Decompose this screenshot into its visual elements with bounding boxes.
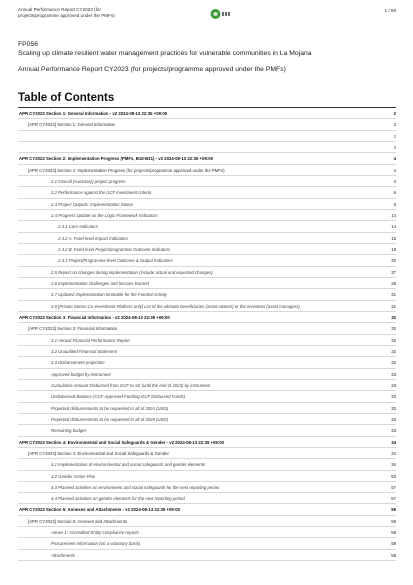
toc-entry-label[interactable]: [APR CY2023] Section 2: Implementation Progress (for projects/programme approved under the PMFs) xyxy=(28,167,225,173)
toc-entry[interactable] xyxy=(18,471,396,482)
toc-entry-page-number: 15 xyxy=(391,235,396,241)
toc-entry[interactable] xyxy=(18,199,396,210)
toc-entry-page-number: 18 xyxy=(391,246,396,252)
toc-entry[interactable] xyxy=(18,527,396,538)
toc-entry-page-number: 6 xyxy=(393,201,396,207)
toc-entry-label[interactable]: 2.6 Implementation challenges and lessons learned xyxy=(51,280,149,286)
toc-entry-label[interactable]: 4.1 Implementation of environmental and social safeguards and gender elements xyxy=(51,462,206,468)
toc-entry-label[interactable]: [APR CY2023] Section 1: General Information xyxy=(28,122,116,128)
toc-entry-label[interactable]: 2.4.2 A. Fund-level Impact Indicators xyxy=(58,235,128,241)
toc-entry-page-number: 59 xyxy=(391,541,396,547)
toc-entry-label[interactable]: 2.4.3 Project/Programme-level Outcome & Output Indicators xyxy=(58,258,173,264)
toc-entry-label[interactable]: 2.3 Project Outputs: Implementation Status xyxy=(51,201,133,207)
toc-entry[interactable] xyxy=(18,516,396,527)
page-indicator: 1 / 59 xyxy=(384,8,396,13)
toc-entry-label[interactable]: Projected disbursements to be requested in all of 2024 (USD) xyxy=(51,405,169,411)
toc-entry-page-number: 14 xyxy=(391,224,396,230)
toc-entry-page-number: 27 xyxy=(391,269,396,275)
toc-entry-page-number: 32 xyxy=(391,360,396,366)
toc-entry-label[interactable]: Cumulative Amount Disbursed from GCF to AE (until the end of 2023) by instrument xyxy=(51,382,211,388)
toc-entry-page-number: 3 xyxy=(393,122,396,128)
toc-entry[interactable] xyxy=(18,448,396,459)
toc-entry[interactable] xyxy=(18,538,396,549)
toc-entry[interactable] xyxy=(18,312,396,323)
project-title: Scaling up climate resilient water management practices for vulnerable communities in La Mojana xyxy=(18,50,312,57)
toc-entry-page-number: 3 xyxy=(393,133,396,139)
toc-entry[interactable] xyxy=(18,380,396,391)
toc-entry[interactable] xyxy=(18,550,396,561)
toc-entry-label[interactable]: APR CY2023 Section 1: General Information - v2 2024-08-13 22:35 +09:00 xyxy=(19,111,168,116)
toc-entry-page-number: 4 xyxy=(393,178,396,184)
toc-entry-page-number: 33 xyxy=(391,405,396,411)
toc-entry-label[interactable]: Projected disbursements to be requested in all of 2025 (USD) xyxy=(51,416,169,422)
funding-proposal-code: FP056 xyxy=(18,41,39,48)
toc-entry-label[interactable]: 2.4.1 Core Indicators xyxy=(58,224,98,230)
header-title-line2: projects/programme approved under the PMFs) xyxy=(18,13,115,18)
toc-entry-page-number: 32 xyxy=(391,337,396,343)
toc-entry-label[interactable]: [APR CY2023] Section 5: Annexes and Attachments xyxy=(28,518,128,524)
toc-entry[interactable] xyxy=(18,425,396,436)
toc-entry-page-number: 34 xyxy=(391,439,396,445)
toc-entry[interactable] xyxy=(18,221,396,232)
table-of-contents xyxy=(18,108,396,561)
toc-entry-label[interactable]: Undisbursed Balance (GCF Approved Funding-GCF Disbursed Funds) xyxy=(51,394,186,400)
toc-entry-page-number: 33 xyxy=(391,428,396,434)
toc-entry[interactable] xyxy=(18,255,396,266)
toc-entry-label[interactable]: 2.4 Progress Update on the Logic Framework Indicators xyxy=(51,212,158,218)
toc-entry[interactable] xyxy=(18,323,396,334)
toc-entry-label[interactable]: APR CY2023 Section 2: Implementation Progress (PMFs, B15-B31) - v2 2024-08-13 22:35 +09:00 xyxy=(19,156,214,162)
toc-entry-label[interactable]: 3.1 Annual Financial Performance Report xyxy=(51,337,130,343)
report-subtitle: Annual Performance Report CY2023 (for projects/programme approved under the PMFs) xyxy=(18,66,286,73)
toc-entry[interactable] xyxy=(18,153,396,164)
toc-entry-page-number: 2 xyxy=(393,111,396,116)
toc-heading: Table of Contents xyxy=(18,92,115,104)
toc-entry-page-number: 32 xyxy=(391,348,396,354)
toc-entry-label[interactable]: 2.4.2 B. Fund-level Project/programme Outcome Indicators xyxy=(58,246,171,252)
toc-entry[interactable] xyxy=(18,289,396,300)
toc-entry[interactable] xyxy=(18,108,396,119)
toc-entry-label[interactable]: 2.1 Overall (summary) project progress xyxy=(51,178,126,184)
toc-entry-page-number: 34 xyxy=(391,462,396,468)
toc-entry-page-number: 57 xyxy=(391,496,396,502)
toc-entry-page-number: 33 xyxy=(391,416,396,422)
toc-entry-page-number: 32 xyxy=(391,314,396,320)
toc-entry-label[interactable]: 2.8 [Private Sector Co-Investment Platform only] List of the ultimate beneficiaries (asset owners) or the investees (asset managers) xyxy=(51,303,300,309)
toc-entry-label[interactable]: [APR CY2023] Section 3: Financial Information xyxy=(28,326,118,332)
toc-entry[interactable] xyxy=(18,346,396,357)
toc-entry-label[interactable]: 4.4 Planned activities on gender elements for the next reporting period xyxy=(51,496,185,502)
toc-entry-label[interactable]: 4.3 Planned activities on environment and social safeguards for the next reporting period xyxy=(51,484,220,490)
toc-entry-page-number: 59 xyxy=(391,552,396,558)
toc-entry[interactable] xyxy=(18,233,396,244)
toc-entry[interactable] xyxy=(18,278,396,289)
toc-entry-page-number: 59 xyxy=(391,518,396,524)
toc-entry-label[interactable]: APR CY2023 Section 5: Annexes and Attachments - v2 2024-08-13 22:35 +09:00 xyxy=(19,507,181,513)
toc-entry-label[interactable]: 3.3 Disbursement projection xyxy=(51,360,105,366)
toc-entry-page-number: 3 xyxy=(393,144,396,150)
toc-entry[interactable] xyxy=(18,369,396,380)
toc-entry-page-number: 31 xyxy=(391,303,396,309)
toc-entry-page-number: 34 xyxy=(391,450,396,456)
toc-entry[interactable] xyxy=(18,131,396,142)
toc-entry[interactable] xyxy=(18,244,396,255)
toc-entry-page-number: 4 xyxy=(393,156,396,162)
toc-entry-label[interactable]: Procurement information (on a voluntary basis) xyxy=(51,541,141,547)
toc-entry[interactable] xyxy=(18,504,396,515)
toc-entry[interactable] xyxy=(18,493,396,504)
toc-entry[interactable] xyxy=(18,210,396,221)
toc-entry-page-number: 33 xyxy=(391,382,396,388)
toc-entry-page-number: 14 xyxy=(391,212,396,218)
toc-entry-page-number: 33 xyxy=(391,394,396,400)
header-document-title xyxy=(18,7,168,19)
page-header xyxy=(18,7,396,29)
toc-entry[interactable] xyxy=(18,187,396,198)
toc-entry-label[interactable]: Approved budget by instrument xyxy=(51,371,111,377)
toc-entry-page-number: 33 xyxy=(391,371,396,377)
toc-entry-page-number: 57 xyxy=(391,484,396,490)
toc-entry-label[interactable]: Attachments xyxy=(51,552,75,558)
toc-entry-page-number: 4 xyxy=(393,167,396,173)
toc-entry-label[interactable]: [APR CY2023] Section 4: Environmental and Social Safeguards & Gender xyxy=(28,450,169,456)
toc-entry-page-number: 59 xyxy=(391,530,396,536)
toc-entry-page-number: 6 xyxy=(393,190,396,196)
toc-entry-page-number: 31 xyxy=(391,292,396,298)
toc-entry[interactable] xyxy=(18,267,396,278)
toc-entry[interactable] xyxy=(18,142,396,153)
toc-entry-page-number: 53 xyxy=(391,473,396,479)
toc-entry[interactable] xyxy=(18,414,396,425)
toc-entry[interactable] xyxy=(18,301,396,312)
toc-entry-label[interactable]: Annex 1: Accredited Entity compliance reports xyxy=(51,530,139,536)
toc-entry-label[interactable]: 2.5 Report on changes during implementation (include actual and expected changes) xyxy=(51,269,213,275)
toc-entry-page-number: 20 xyxy=(391,258,396,264)
toc-entry[interactable] xyxy=(18,357,396,368)
toc-entry[interactable] xyxy=(18,176,396,187)
toc-entry[interactable] xyxy=(18,335,396,346)
toc-entry-page-number: 59 xyxy=(391,507,396,513)
toc-entry-label[interactable]: APR CY2023 Section 3: Financial Information - v2 2024-08-13 22:35 +09:00 xyxy=(19,314,170,320)
toc-entry-page-number: 28 xyxy=(391,280,396,286)
toc-entry[interactable] xyxy=(18,459,396,470)
toc-entry[interactable] xyxy=(18,437,396,448)
toc-entry[interactable] xyxy=(18,391,396,402)
toc-entry-label[interactable]: Remaining budget xyxy=(51,428,86,434)
gcf-logo xyxy=(210,7,232,21)
toc-entry-label[interactable]: 2.7 Updated implementation timetable for the Funded Activity xyxy=(51,292,168,298)
toc-entry[interactable] xyxy=(18,403,396,414)
toc-entry[interactable] xyxy=(18,482,396,493)
toc-entry-page-number: 32 xyxy=(391,326,396,332)
toc-entry-label[interactable]: 4.2 Gender Action Plan xyxy=(51,473,96,479)
toc-entry-label[interactable]: 3.2 Unaudited Financial Statement xyxy=(51,348,117,354)
toc-entry[interactable] xyxy=(18,119,396,130)
toc-entry[interactable] xyxy=(18,165,396,176)
header-title-line1: Annual Performance Report CY2023 (for xyxy=(18,7,101,12)
toc-entry-label[interactable]: 2.2 Performance against the GCF investment criteria xyxy=(51,190,152,196)
toc-entry-label[interactable]: APR CY2023 Section 4: Environmental and Social Safeguards & Gender - v2 2024-08-13 22:35 +09:00 xyxy=(19,439,225,445)
